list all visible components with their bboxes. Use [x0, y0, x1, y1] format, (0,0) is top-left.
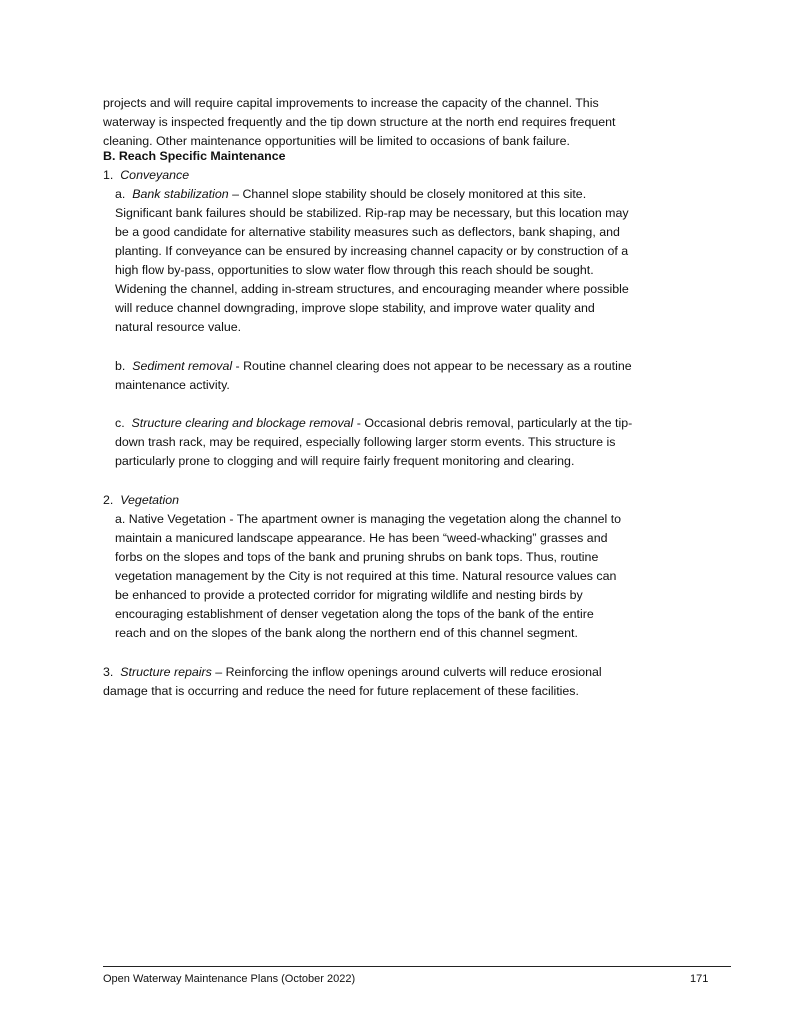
native-vegetation-paragraph: a. Native Vegetation - The apartment owner is managing the vegetation along the channel to maintain a manicured landscape appearance. He has been “weed-whacking” grasses and forbs on the slopes and tops of the bank and pruning shrubs on bank tops. Thus, routine vegetation management by the City is not required at this time. Natural resource values can be enhanced to provide a protected corridor for migrating wildlife and nesting birds by encouraging establishment of denser vegetation along the tops of the bank of the entire reach and on the slopes of the bank along the northern end of this channel segment.	[115, 512, 622, 640]
conveyance-heading: 1. Conveyance	[103, 168, 190, 182]
bank-stabilization-paragraph: a. Bank stabilization – Channel slope stability should be closely monitored at this site. Significant bank failures should be stabilized. Rip-rap may be necessary, but this location may be a good candidate for alternative stability measures such as deflectors, bank shaping, and planting. If conveyance can be ensured by increasing channel capacity or by construction of a high flow by-pass, opportunities to slow water flow through this reach should be sought. Widening the channel, adding in-stream structures, and encouraging meander where possible will reduce channel downgrading, improve slope stability, and improve water quality and natural resource value.	[115, 187, 629, 334]
structure-clearing-paragraph: c. Structure clearing and blockage removal - Occasional debris removal, particularly at the tip- down trash rack, may be required, especially following larger storm events. This structure is particularly prone to clogging and will require fairly frequent monitoring and clearing.	[115, 416, 633, 468]
vegetation-heading: 2. Vegetation	[103, 493, 180, 507]
footer-divider	[103, 966, 731, 967]
structure-repairs-paragraph: 3. Structure repairs – Reinforcing the inflow openings around culverts will reduce erosional damage that is occurring and reduce the need for future replacement of these facilities.	[103, 665, 602, 698]
footer-title: Open Waterway Maintenance Plans (October 2022)	[103, 973, 356, 985]
page-number: 171	[690, 973, 709, 985]
sediment-removal-paragraph: b. Sediment removal - Routine channel clearing does not appear to be necessary as a routine maintenance activity.	[115, 359, 632, 392]
section-heading: B. Reach Specific Maintenance	[103, 149, 286, 163]
intro-paragraph: projects and will require capital improvements to increase the capacity of the channel. This waterway is inspected frequently and the tip down structure at the north end requires frequent cleaning. Other maintenance opportunities will be limited to occasions of bank failure.	[103, 96, 616, 148]
